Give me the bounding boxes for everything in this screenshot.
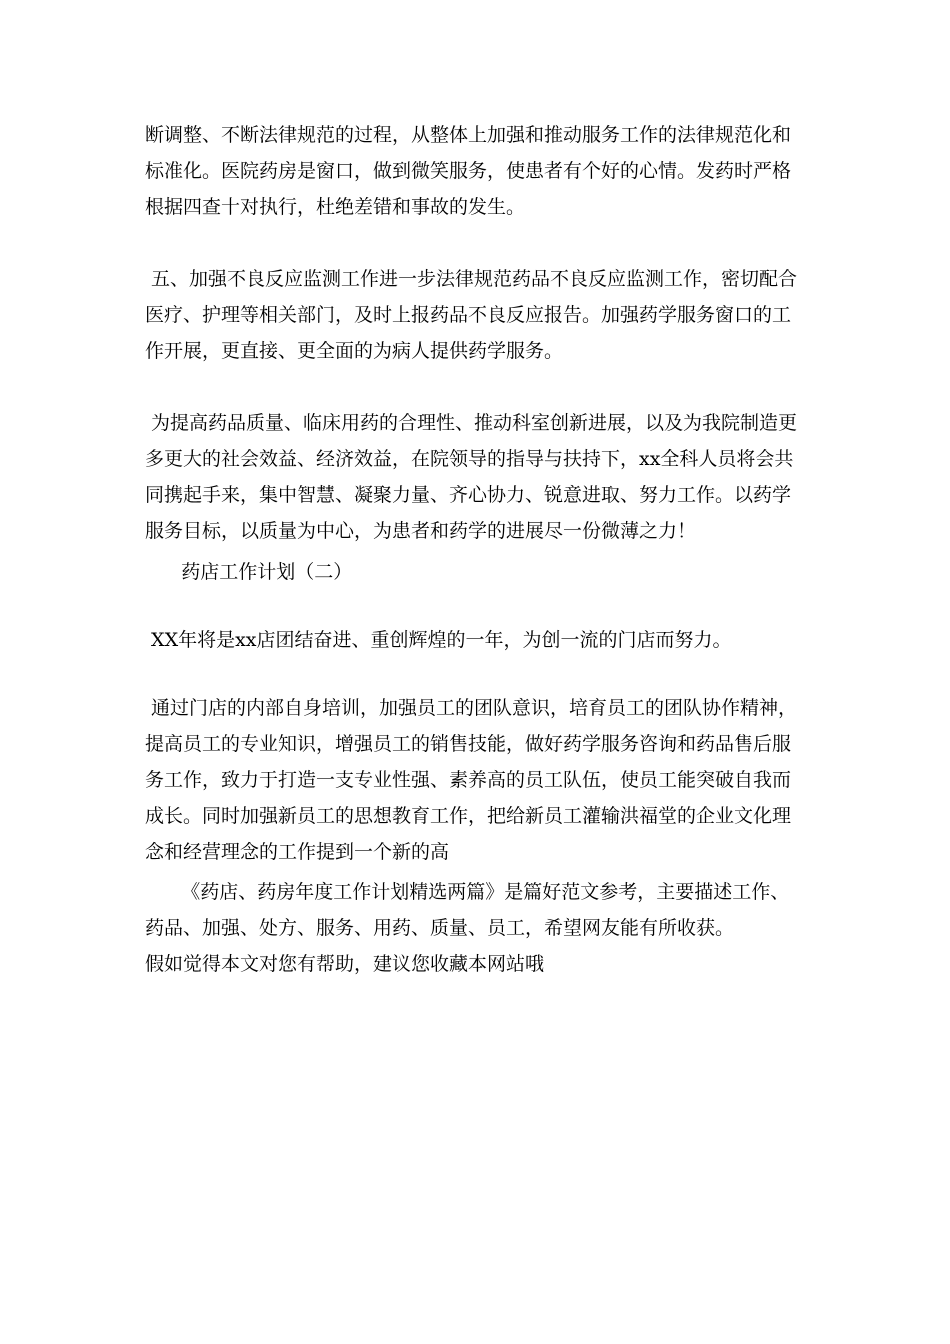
paragraph-training bbox=[145, 690, 810, 870]
text-line: 通过门店的内部自身培训，加强员工的团队意识，培育员工的团队协作精神， bbox=[145, 697, 798, 719]
text-line: 务工作，致力于打造一支专业性强、素养高的员工队伍，使员工能突破自我而 bbox=[145, 769, 792, 791]
section-heading: 药店工作计划（二） bbox=[145, 561, 353, 583]
paragraph-year-goal: XX年将是xx店团结奋进、重创辉煌的一年，为创一流的门店而努力。 bbox=[145, 629, 732, 651]
paragraph-summary bbox=[145, 874, 810, 982]
text-line: 为提高药品质量、临床用药的合理性、推动科室创新进展，以及为我院制造更 bbox=[145, 412, 798, 434]
text-line: 成长。同时加强新员工的思想教育工作，把给新员工灌输洪福堂的企业文化理 bbox=[145, 805, 792, 827]
text-line: 提高员工的专业知识，增强员工的销售技能，做好药学服务咨询和药品售后服 bbox=[145, 733, 792, 755]
text-line: 根据四查十对执行，杜绝差错和事故的发生。 bbox=[145, 196, 526, 218]
text-line: 医疗、护理等相关部门，及时上报药品不良反应报告。加强药学服务窗口的工 bbox=[145, 304, 792, 326]
text-line: 假如觉得本文对您有帮助，建议您收藏本网站哦 bbox=[145, 953, 545, 975]
text-line: 《药店、药房年度工作计划精选两篇》是篇好范文参考，主要描述工作、 bbox=[145, 881, 790, 903]
text-line: 五、加强不良反应监测工作进一步法律规范药品不良反应监测工作，密切配合 bbox=[145, 268, 798, 290]
paragraph-section-five bbox=[145, 261, 810, 369]
text-line: 念和经营理念的工作提到一个新的高 bbox=[145, 841, 450, 863]
paragraph-conclusion bbox=[145, 405, 810, 549]
text-line: 药品、加强、处方、服务、用药、质量、员工，希望网友能有所收获。 bbox=[145, 917, 735, 939]
text-line: 断调整、不断法律规范的过程，从整体上加强和推动服务工作的法律规范化和 bbox=[145, 124, 792, 146]
text-line: 多更大的社会效益、经济效益，在院领导的指导与扶持下，xx全科人员将会共 bbox=[145, 448, 794, 470]
text-line: 同携起手来，集中智慧、凝聚力量、齐心协力、锐意进取、努力工作。以药学 bbox=[145, 484, 792, 506]
text-line: 标准化。医院药房是窗口，做到微笑服务，使患者有个好的心情。发药时严格 bbox=[145, 160, 792, 182]
text-line: 服务目标，以质量为中心，为患者和药学的进展尽一份微薄之力！ bbox=[145, 520, 697, 542]
paragraph-intro-continuation bbox=[145, 117, 810, 225]
text-line: 作开展，更直接、更全面的为病人提供药学服务。 bbox=[145, 340, 564, 362]
